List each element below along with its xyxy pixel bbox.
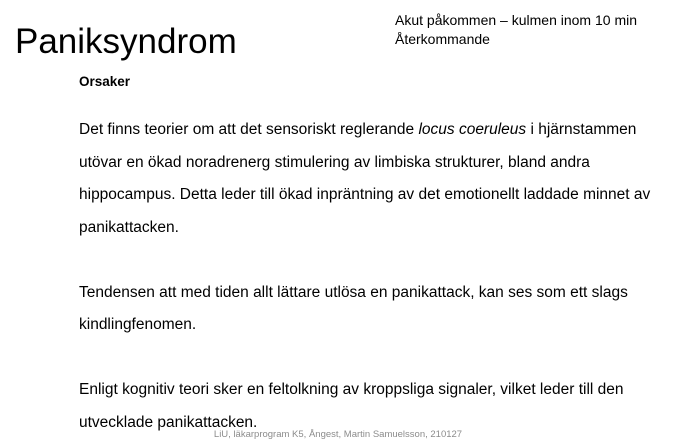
slide-body bbox=[79, 114, 669, 439]
note-recurring: Återkommande bbox=[395, 31, 490, 47]
side-notes bbox=[395, 11, 637, 49]
paragraph-cognitive-theory: Enligt kognitiv teori sker en feltolkning av kroppsliga signaler, vilket leder till den utvecklade panikattacken. bbox=[79, 381, 624, 431]
slide-footer: LiU, läkarprogram K5, Ångest, Martin Samuelsson, 210127 bbox=[213, 429, 463, 440]
note-onset: Akut påkommen – kulmen inom 10 min bbox=[395, 12, 637, 28]
slide-title: Paniksyndrom bbox=[15, 22, 237, 61]
paragraph-1-emphasis: locus coeruleus bbox=[418, 121, 527, 138]
paragraph-kindling: Tendensen att med tiden allt lättare utlösa en panikattack, kan ses som ett slags kindlingfenomen. bbox=[79, 283, 628, 333]
paragraph-locus-coeruleus bbox=[79, 114, 669, 244]
section-heading: Orsaker bbox=[79, 74, 131, 89]
paragraph-1-end: i hjärnstammen utövar en ökad noradrenerg stimulering av limbiska strukturer, bland andra hippocampus. Detta leder till ökad inpräntning av det emotionellt laddade minnet av panikattacken. bbox=[79, 121, 651, 236]
paragraph-1-start: Det finns teorier om att det sensoriskt reglerande bbox=[79, 121, 419, 138]
